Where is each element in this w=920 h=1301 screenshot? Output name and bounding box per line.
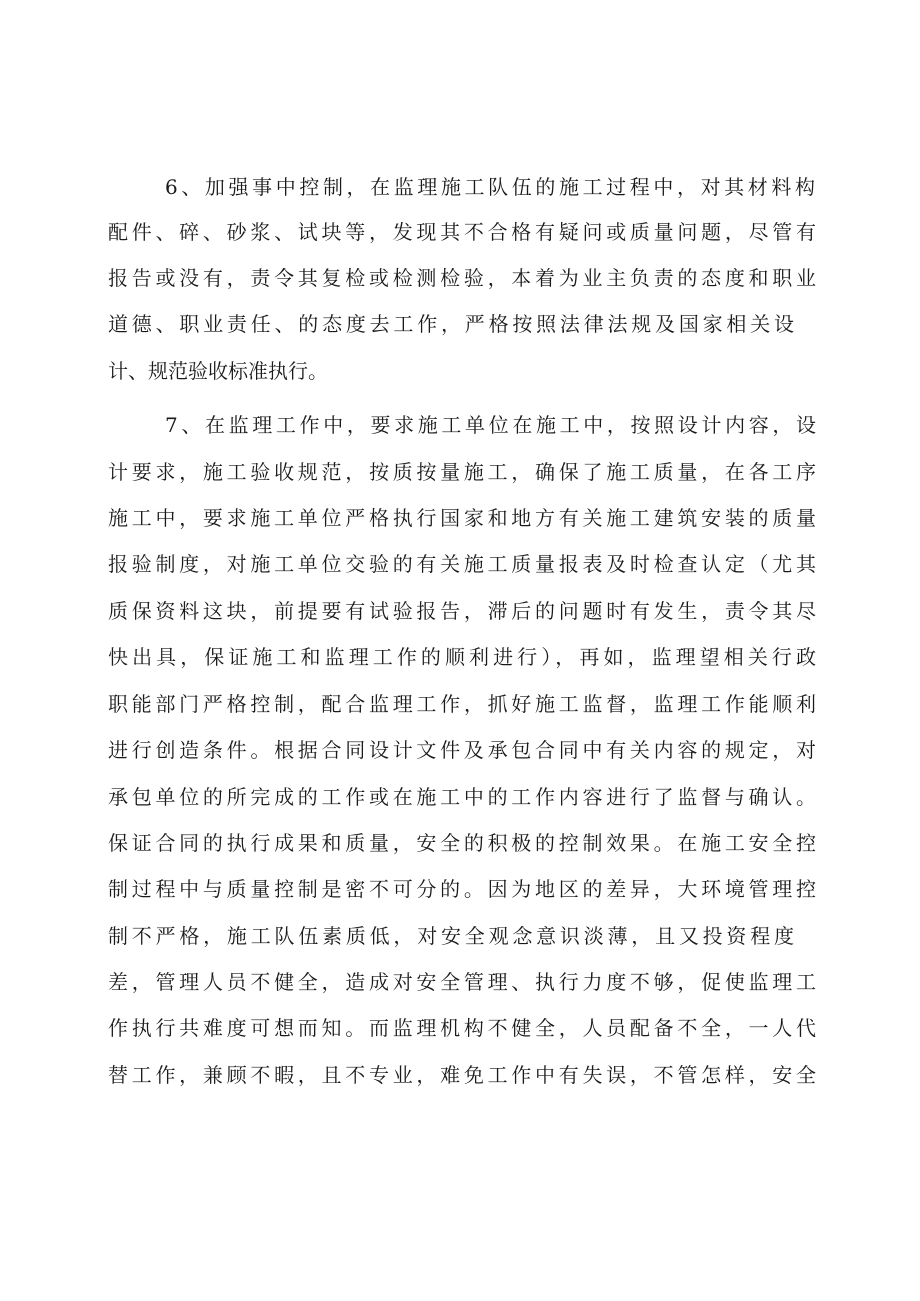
text-line: 6、加强事中控制，在监理施工队伍的施工过程中，对其材料构 bbox=[165, 175, 815, 199]
text-line: 报验制度，对施工单位交验的有关施工质量报表及时检查认定（尤其 bbox=[108, 552, 816, 576]
text-line: 替工作，兼顾不暇，且不专业，难免工作中有失误，不管怎样，安全 bbox=[108, 1063, 816, 1087]
text-line: 快出具，保证施工和监理工作的顺利进行），再如，监理望相关行政 bbox=[108, 645, 816, 669]
text-line: 报告或没有，责令其复检或检测检验，本着为业主负责的态度和职业 bbox=[108, 266, 816, 290]
text-line: 道德、职业责任、的态度去工作，严格按照法律法规及国家相关设 bbox=[108, 312, 794, 336]
text-line: 计要求，施工验收规范，按质按量施工，确保了施工质量，在各工序 bbox=[108, 460, 816, 484]
text-line: 质保资料这块，前提要有试验报告，滞后的问题时有发生，责令其尽 bbox=[108, 599, 816, 623]
text-line: 施工中，要求施工单位严格执行国家和地方有关施工建筑安装的质量 bbox=[108, 506, 816, 530]
text-line: 职能部门严格控制，配合监理工作，抓好施工监督，监理工作能顺利 bbox=[108, 692, 816, 716]
text-line: 计、规范验收标准执行。 bbox=[108, 359, 328, 383]
text-line: 制不严格，施工队伍素质低，对安全观念意识淡薄，且又投资程度 bbox=[108, 924, 794, 948]
text-line: 作执行共难度可想而知。而监理机构不健全，人员配备不全，一人代 bbox=[108, 1016, 816, 1040]
text-line: 承包单位的所完成的工作或在施工中的工作内容进行了监督与确认。 bbox=[108, 785, 816, 809]
text-line: 进行创造条件。根据合同设计文件及承包合同中有关内容的规定，对 bbox=[108, 738, 816, 762]
text-line: 保证合同的执行成果和质量，安全的积极的控制效果。在施工安全控 bbox=[108, 831, 816, 855]
text-line: 制过程中与质量控制是密不可分的。因为地区的差异，大环境管理控 bbox=[108, 877, 816, 901]
text-line: 7、在监理工作中，要求施工单位在施工中，按照设计内容，设 bbox=[165, 413, 816, 437]
text-line: 差，管理人员不健全，造成对安全管理、执行力度不够，促使监理工 bbox=[108, 970, 816, 994]
text-line: 配件、碎、砂浆、试块等，发现其不合格有疑问或质量问题，尽管有 bbox=[108, 220, 816, 244]
